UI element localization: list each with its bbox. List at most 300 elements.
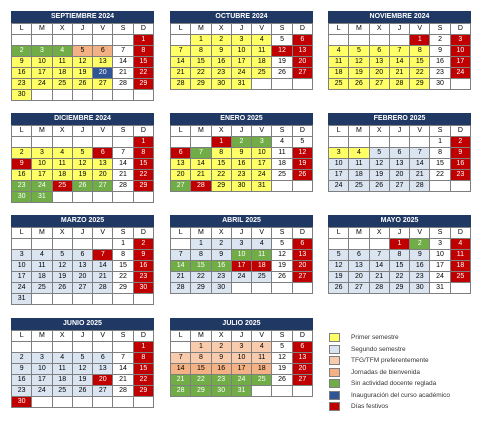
day-cell: 18 — [450, 261, 470, 272]
weekday-header: X — [369, 126, 389, 137]
month-title: OCTUBRE 2024 — [170, 11, 313, 23]
week-row — [171, 261, 313, 272]
empty-cell — [93, 137, 113, 148]
day-cell: 14 — [191, 159, 211, 170]
day-cell: 26 — [72, 386, 92, 397]
day-cell: 23 — [211, 68, 231, 79]
week-row — [12, 137, 154, 148]
day-cell: 1 — [191, 342, 211, 353]
empty-cell — [292, 283, 312, 294]
week-row — [12, 239, 154, 250]
day-cell: 12 — [329, 261, 349, 272]
day-cell: 12 — [272, 353, 292, 364]
weekday-header: J — [72, 228, 92, 239]
day-cell: 16 — [211, 261, 231, 272]
empty-cell — [231, 283, 251, 294]
week-row — [171, 137, 313, 148]
day-cell: 8 — [211, 148, 231, 159]
week-row — [171, 272, 313, 283]
day-cell: 14 — [113, 159, 133, 170]
week-row — [171, 148, 313, 159]
weekday-header: V — [93, 24, 113, 35]
week-row — [171, 159, 313, 170]
empty-cell — [171, 342, 191, 353]
weekday-header: M — [32, 24, 52, 35]
day-cell: 6 — [292, 342, 312, 353]
empty-cell — [133, 90, 153, 101]
week-row — [171, 68, 313, 79]
day-cell: 9 — [450, 148, 470, 159]
weekday-header: D — [133, 126, 153, 137]
weekday-header: M — [349, 228, 369, 239]
day-cell: 4 — [252, 342, 272, 353]
day-cell: 28 — [93, 283, 113, 294]
empty-cell — [93, 90, 113, 101]
legend-swatch — [329, 391, 340, 400]
day-cell: 13 — [93, 159, 113, 170]
day-cell: 18 — [52, 170, 72, 181]
day-cell: 29 — [389, 283, 409, 294]
week-row — [12, 250, 154, 261]
empty-cell — [52, 35, 72, 46]
day-cell: 1 — [430, 137, 450, 148]
weekday-header: M — [349, 24, 369, 35]
weekday-header: M — [32, 331, 52, 342]
day-cell: 21 — [113, 375, 133, 386]
weekday-header: L — [12, 126, 32, 137]
week-row — [171, 239, 313, 250]
week-row — [329, 272, 471, 283]
day-cell: 16 — [410, 261, 430, 272]
empty-cell — [349, 239, 369, 250]
day-cell: 30 — [12, 192, 32, 203]
month-calendar — [170, 11, 313, 90]
day-cell: 20 — [171, 170, 191, 181]
empty-cell — [430, 181, 450, 192]
day-cell: 13 — [93, 364, 113, 375]
weekday-header: V — [252, 24, 272, 35]
day-cell: 1 — [133, 342, 153, 353]
month-title: MARZO 2025 — [11, 215, 154, 227]
day-cell: 17 — [231, 57, 251, 68]
day-cell: 8 — [430, 148, 450, 159]
day-cell: 17 — [32, 68, 52, 79]
day-cell: 24 — [231, 272, 251, 283]
day-cell: 27 — [93, 386, 113, 397]
empty-cell — [52, 137, 72, 148]
weekday-header: D — [133, 228, 153, 239]
empty-cell — [369, 137, 389, 148]
weekday-header: S — [113, 24, 133, 35]
empty-cell — [32, 397, 52, 408]
day-cell: 16 — [430, 57, 450, 68]
day-cell: 24 — [32, 79, 52, 90]
month-calendar — [170, 318, 313, 397]
day-cell: 26 — [72, 79, 92, 90]
month-calendar — [328, 11, 471, 90]
weekday-header: D — [292, 126, 312, 137]
day-cell: 3 — [231, 342, 251, 353]
empty-cell — [171, 35, 191, 46]
weekday-header: M — [191, 24, 211, 35]
day-cell: 21 — [171, 375, 191, 386]
weekday-header: V — [93, 126, 113, 137]
week-row — [329, 170, 471, 181]
empty-cell — [272, 79, 292, 90]
day-cell: 16 — [211, 364, 231, 375]
week-row — [329, 35, 471, 46]
weekday-header: M — [191, 228, 211, 239]
week-row — [171, 181, 313, 192]
week-row — [12, 90, 154, 101]
weekday-header: X — [369, 228, 389, 239]
day-cell: 20 — [292, 57, 312, 68]
weekday-header: D — [292, 24, 312, 35]
day-cell: 7 — [113, 46, 133, 57]
day-cell: 15 — [133, 57, 153, 68]
day-cell: 19 — [272, 261, 292, 272]
legend-item — [329, 355, 479, 367]
week-row — [12, 283, 154, 294]
week-row — [329, 181, 471, 192]
day-cell: 5 — [72, 148, 92, 159]
day-cell: 15 — [191, 57, 211, 68]
weekday-header: V — [410, 24, 430, 35]
empty-cell — [389, 35, 409, 46]
day-cell: 13 — [72, 261, 92, 272]
day-cell: 19 — [52, 272, 72, 283]
weekday-header: X — [52, 228, 72, 239]
month-title: DICIEMBRE 2024 — [11, 113, 154, 125]
day-cell: 30 — [133, 283, 153, 294]
empty-cell — [292, 386, 312, 397]
week-row — [12, 375, 154, 386]
week-row — [171, 386, 313, 397]
day-cell: 12 — [272, 46, 292, 57]
legend-item — [329, 367, 479, 379]
weekday-header: X — [52, 331, 72, 342]
day-cell: 23 — [211, 272, 231, 283]
day-cell: 8 — [113, 250, 133, 261]
day-cell: 7 — [410, 148, 430, 159]
day-cell: 29 — [191, 283, 211, 294]
month-calendar — [170, 215, 313, 294]
day-cell: 16 — [12, 375, 32, 386]
day-cell: 10 — [32, 159, 52, 170]
day-cell: 23 — [133, 272, 153, 283]
day-cell: 31 — [231, 386, 251, 397]
day-cell: 4 — [252, 35, 272, 46]
day-cell: 8 — [191, 46, 211, 57]
day-cell: 29 — [133, 386, 153, 397]
day-cell: 3 — [329, 148, 349, 159]
empty-cell — [72, 90, 92, 101]
day-cell: 25 — [450, 272, 470, 283]
day-cell: 12 — [369, 159, 389, 170]
week-row — [329, 159, 471, 170]
day-cell: 15 — [113, 261, 133, 272]
empty-cell — [12, 137, 32, 148]
day-cell: 9 — [12, 364, 32, 375]
weekday-header: S — [272, 228, 292, 239]
day-cell: 21 — [369, 272, 389, 283]
day-cell: 12 — [292, 148, 312, 159]
day-cell: 26 — [329, 283, 349, 294]
weekday-header: X — [369, 24, 389, 35]
day-cell: 11 — [329, 57, 349, 68]
weekday-header: L — [329, 24, 349, 35]
day-cell: 5 — [369, 148, 389, 159]
empty-cell — [349, 137, 369, 148]
empty-cell — [12, 35, 32, 46]
weekday-header: V — [252, 331, 272, 342]
weekday-header: V — [93, 228, 113, 239]
day-cell: 15 — [191, 364, 211, 375]
day-cell: 27 — [171, 181, 191, 192]
empty-cell — [72, 192, 92, 203]
day-cell: 29 — [211, 181, 231, 192]
day-cell: 22 — [191, 375, 211, 386]
day-cell: 24 — [252, 170, 272, 181]
week-row — [12, 272, 154, 283]
week-row — [12, 170, 154, 181]
day-cell: 20 — [72, 272, 92, 283]
empty-cell — [252, 283, 272, 294]
month-table — [11, 330, 154, 408]
empty-cell — [52, 342, 72, 353]
day-cell: 13 — [349, 261, 369, 272]
weekday-header: L — [171, 228, 191, 239]
day-cell: 9 — [231, 148, 251, 159]
weekday-header: M — [32, 126, 52, 137]
day-cell: 17 — [231, 261, 251, 272]
day-cell: 12 — [349, 57, 369, 68]
month-calendar — [11, 11, 154, 101]
day-cell: 5 — [272, 35, 292, 46]
week-row — [12, 79, 154, 90]
month-title: JUNIO 2025 — [11, 318, 154, 330]
week-row — [329, 57, 471, 68]
day-cell: 27 — [292, 68, 312, 79]
day-cell: 4 — [32, 250, 52, 261]
day-cell: 19 — [72, 375, 92, 386]
day-cell: 29 — [191, 386, 211, 397]
day-cell: 21 — [113, 170, 133, 181]
day-cell: 13 — [93, 57, 113, 68]
day-cell: 20 — [292, 261, 312, 272]
day-cell: 15 — [191, 261, 211, 272]
legend-swatch — [329, 402, 340, 411]
week-row — [12, 159, 154, 170]
day-cell: 2 — [450, 137, 470, 148]
day-cell: 26 — [272, 375, 292, 386]
legend — [329, 332, 479, 413]
empty-cell — [292, 79, 312, 90]
empty-cell — [93, 397, 113, 408]
day-cell: 10 — [231, 353, 251, 364]
day-cell: 11 — [252, 250, 272, 261]
weekday-header: S — [430, 24, 450, 35]
empty-cell — [252, 79, 272, 90]
day-cell: 5 — [272, 342, 292, 353]
day-cell: 28 — [113, 181, 133, 192]
empty-cell — [72, 397, 92, 408]
legend-label: Sin actividad docente reglada — [351, 380, 437, 388]
empty-cell — [450, 181, 470, 192]
weekday-header: D — [292, 331, 312, 342]
empty-cell — [133, 397, 153, 408]
day-cell: 18 — [329, 68, 349, 79]
day-cell: 4 — [349, 148, 369, 159]
empty-cell — [32, 137, 52, 148]
weekday-header: D — [133, 24, 153, 35]
weekday-header: L — [171, 331, 191, 342]
day-cell: 14 — [171, 57, 191, 68]
day-cell: 27 — [93, 181, 113, 192]
day-cell: 2 — [410, 239, 430, 250]
day-cell: 10 — [430, 250, 450, 261]
day-cell: 24 — [32, 386, 52, 397]
day-cell: 29 — [133, 79, 153, 90]
day-cell: 16 — [211, 57, 231, 68]
day-cell: 13 — [369, 57, 389, 68]
day-cell: 24 — [450, 68, 470, 79]
day-cell: 10 — [32, 57, 52, 68]
day-cell: 2 — [211, 35, 231, 46]
empty-cell — [32, 90, 52, 101]
week-row — [171, 57, 313, 68]
day-cell: 2 — [133, 239, 153, 250]
day-cell: 25 — [252, 68, 272, 79]
weekday-header: J — [72, 24, 92, 35]
day-cell: 21 — [410, 170, 430, 181]
day-cell: 28 — [113, 79, 133, 90]
day-cell: 2 — [12, 148, 32, 159]
day-cell: 23 — [430, 68, 450, 79]
day-cell: 20 — [93, 68, 113, 79]
weekday-header: J — [231, 126, 251, 137]
day-cell: 2 — [12, 46, 32, 57]
day-cell: 22 — [211, 170, 231, 181]
weekday-header: L — [12, 24, 32, 35]
weekday-header: J — [389, 228, 409, 239]
week-row — [12, 35, 154, 46]
day-cell: 8 — [191, 250, 211, 261]
empty-cell — [369, 239, 389, 250]
day-cell: 15 — [410, 57, 430, 68]
empty-cell — [272, 181, 292, 192]
day-cell: 17 — [12, 272, 32, 283]
empty-cell — [72, 35, 92, 46]
week-row — [12, 397, 154, 408]
week-row — [171, 283, 313, 294]
day-cell: 6 — [349, 250, 369, 261]
day-cell: 14 — [389, 57, 409, 68]
day-cell: 5 — [52, 250, 72, 261]
day-cell: 8 — [191, 353, 211, 364]
day-cell: 6 — [93, 46, 113, 57]
month-calendar — [328, 113, 471, 192]
weekday-header: S — [113, 331, 133, 342]
day-cell: 4 — [52, 46, 72, 57]
legend-item — [329, 344, 479, 356]
empty-cell — [113, 137, 133, 148]
empty-cell — [72, 137, 92, 148]
day-cell: 30 — [12, 397, 32, 408]
day-cell: 17 — [430, 261, 450, 272]
day-cell: 14 — [369, 261, 389, 272]
day-cell: 23 — [211, 375, 231, 386]
day-cell: 25 — [52, 181, 72, 192]
day-cell: 24 — [32, 181, 52, 192]
month-title: ENERO 2025 — [170, 113, 313, 125]
empty-cell — [113, 35, 133, 46]
day-cell: 17 — [231, 364, 251, 375]
day-cell: 11 — [252, 353, 272, 364]
day-cell: 26 — [72, 181, 92, 192]
day-cell: 3 — [231, 239, 251, 250]
day-cell: 24 — [231, 68, 251, 79]
day-cell: 2 — [211, 239, 231, 250]
day-cell: 4 — [52, 148, 72, 159]
day-cell: 4 — [450, 239, 470, 250]
day-cell: 21 — [171, 68, 191, 79]
weekday-header: S — [113, 126, 133, 137]
day-cell: 3 — [430, 239, 450, 250]
day-cell: 24 — [231, 375, 251, 386]
weekday-header: J — [389, 24, 409, 35]
day-cell: 25 — [252, 272, 272, 283]
empty-cell — [113, 294, 133, 305]
day-cell: 4 — [329, 46, 349, 57]
weekday-header: V — [93, 331, 113, 342]
day-cell: 15 — [133, 364, 153, 375]
day-cell: 10 — [231, 46, 251, 57]
day-cell: 20 — [349, 272, 369, 283]
day-cell: 25 — [52, 79, 72, 90]
day-cell: 10 — [12, 261, 32, 272]
weekday-header: S — [113, 228, 133, 239]
day-cell: 2 — [430, 35, 450, 46]
empty-cell — [52, 397, 72, 408]
day-cell: 25 — [349, 181, 369, 192]
empty-cell — [113, 192, 133, 203]
day-cell: 1 — [410, 35, 430, 46]
empty-cell — [93, 192, 113, 203]
week-row — [171, 46, 313, 57]
empty-cell — [252, 386, 272, 397]
day-cell: 30 — [430, 79, 450, 90]
day-cell: 7 — [369, 250, 389, 261]
day-cell: 5 — [329, 250, 349, 261]
week-row — [12, 261, 154, 272]
empty-cell — [113, 90, 133, 101]
day-cell: 26 — [292, 170, 312, 181]
empty-cell — [12, 342, 32, 353]
weekday-header: X — [211, 228, 231, 239]
week-row — [329, 250, 471, 261]
week-row — [329, 68, 471, 79]
day-cell: 13 — [171, 159, 191, 170]
week-row — [171, 79, 313, 90]
legend-swatch — [329, 368, 340, 377]
day-cell: 3 — [32, 353, 52, 364]
weekday-header: X — [211, 126, 231, 137]
day-cell: 3 — [252, 137, 272, 148]
day-cell: 23 — [12, 79, 32, 90]
day-cell: 7 — [171, 46, 191, 57]
empty-cell — [349, 35, 369, 46]
